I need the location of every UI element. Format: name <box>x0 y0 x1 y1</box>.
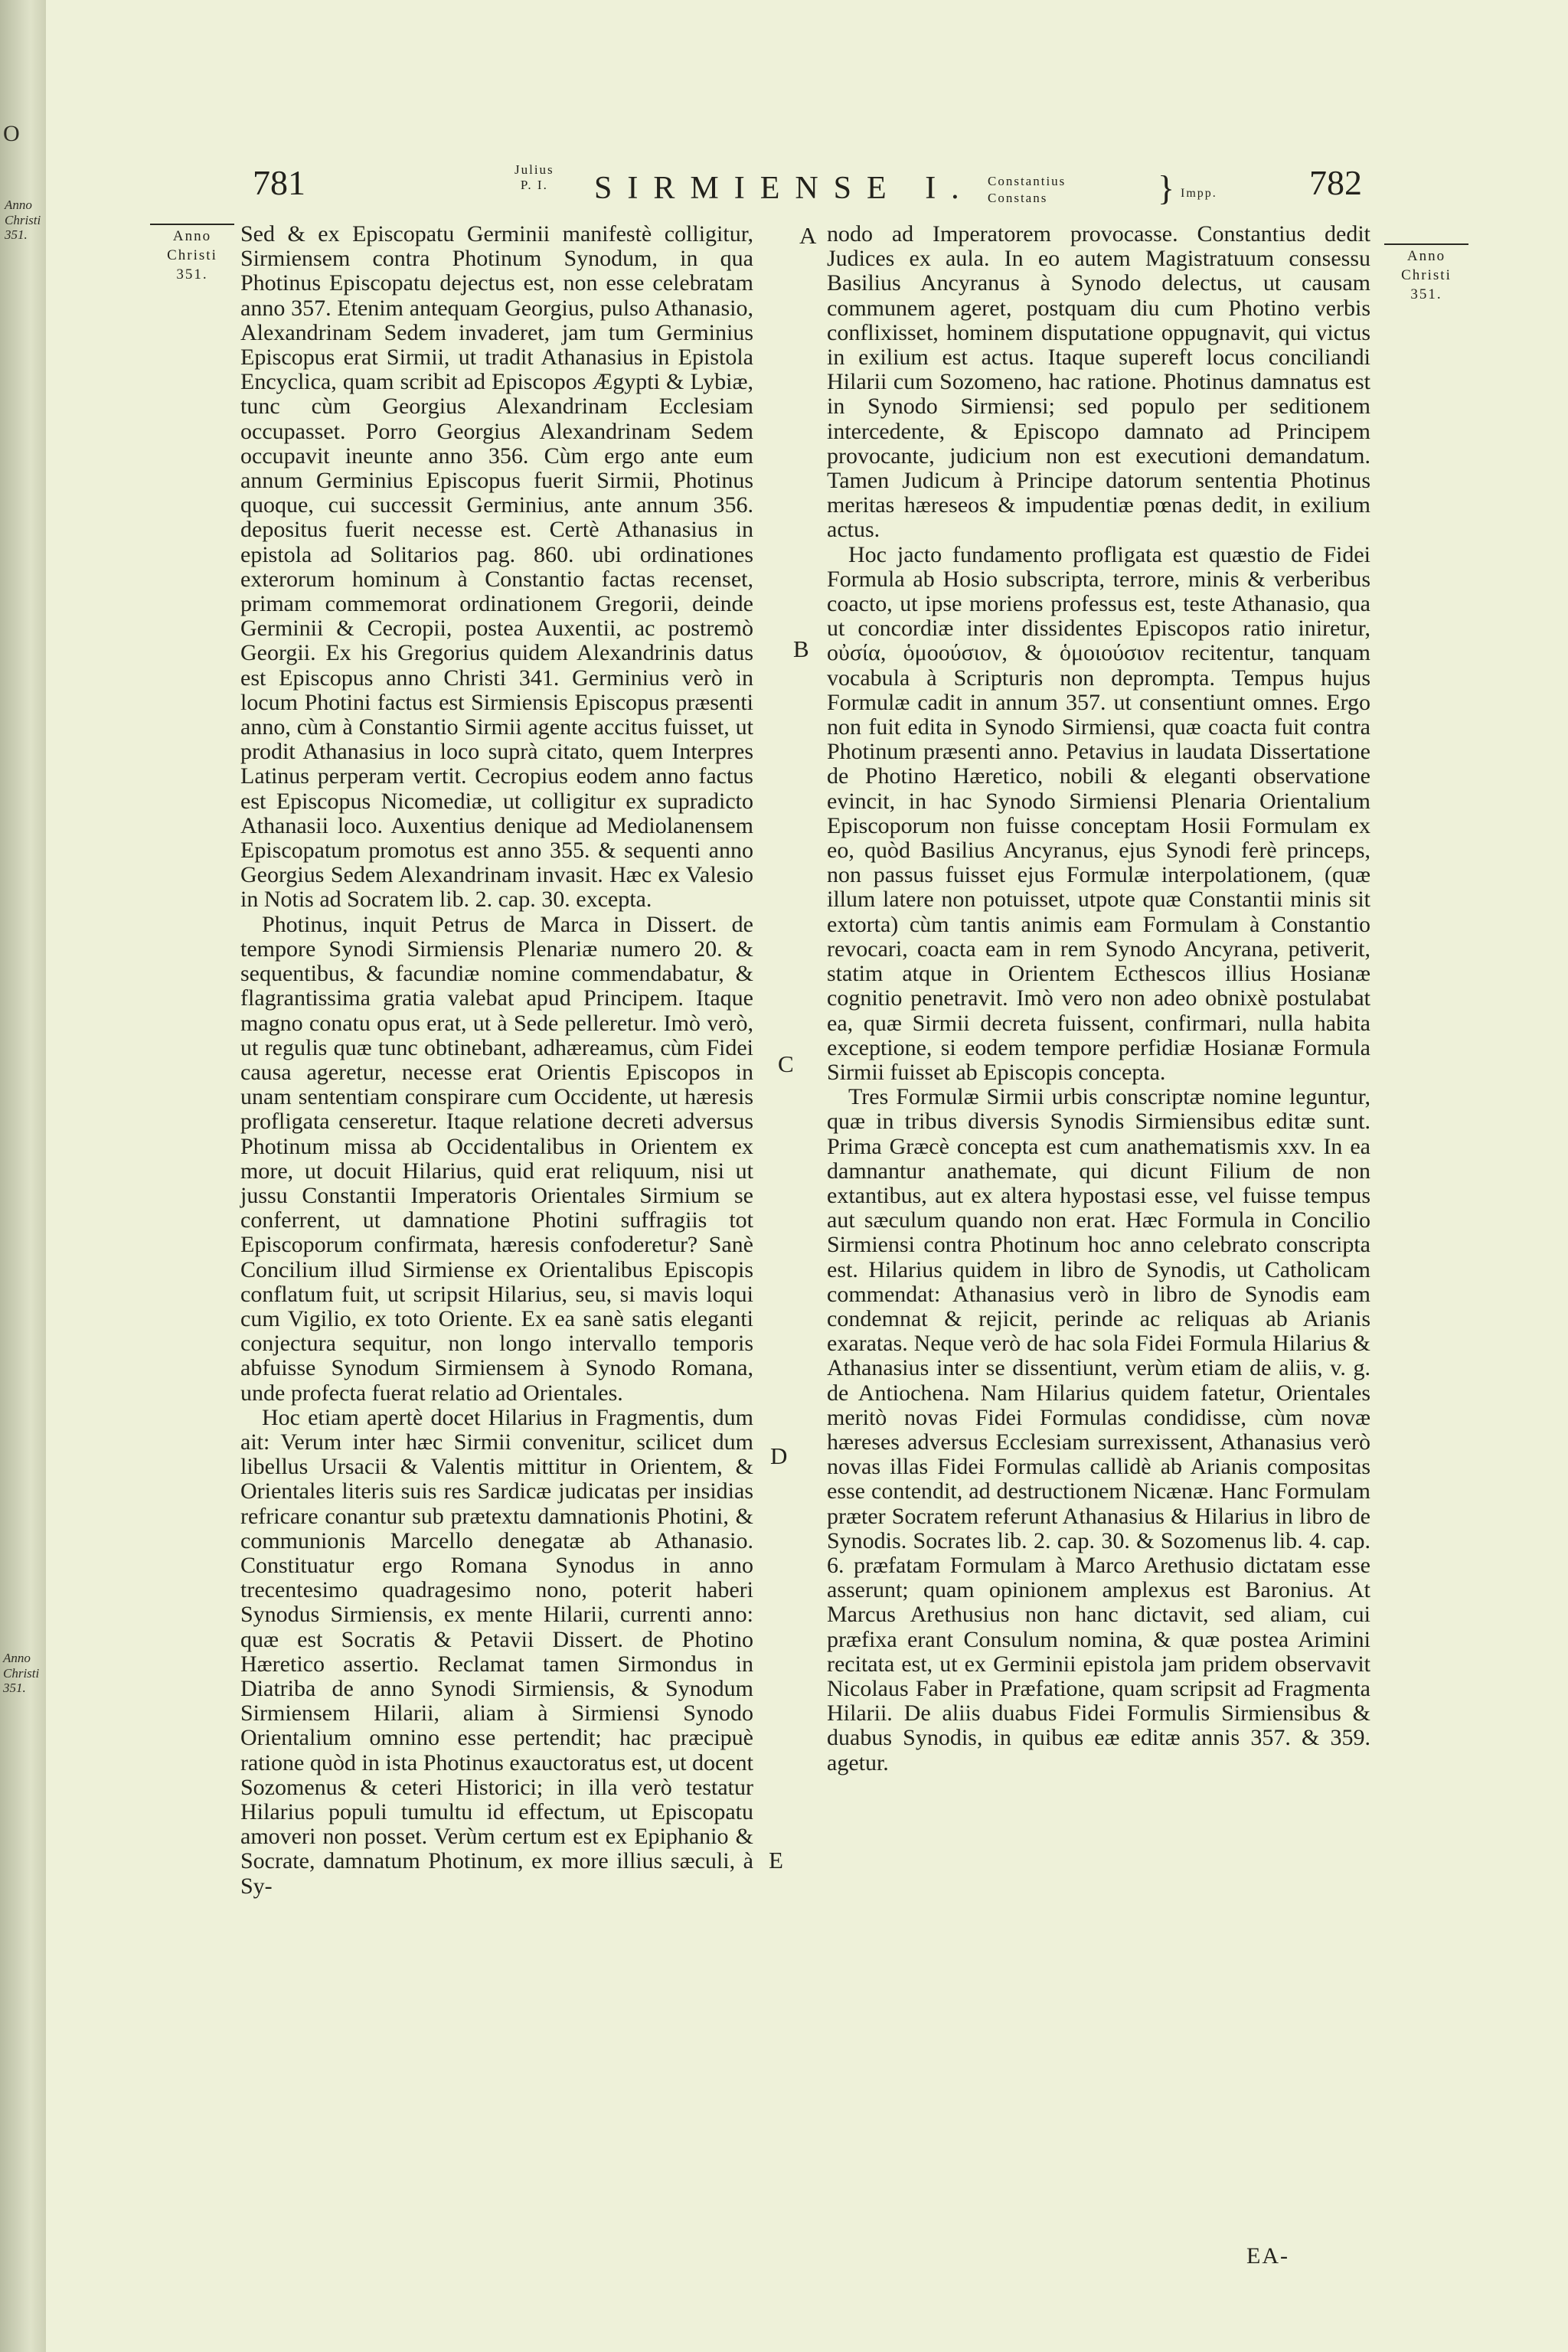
running-title: SIRMIENSE I. <box>594 171 975 206</box>
paragraph: Hoc etiam apertè docet Hilarius in Fragmentis, dum ait: Verum inter hæc Sirmii convenitur, scilicet dum libellus Ursacii & Valentis mittitur in Orientem, & Orientales literis suis res Sardicæ judicatas per insidias refricare conantur sub prætextu damnationis Photini, & communionis Marcello denegatæ ab Athanasio. Constituatur ergo Romana Synodus in anno trecentesimo quadragesimo nono, poterit haberi Synodus Sirmiensis, ex mente Hilarii, currenti anno: quæ est Socratis & Petavii Dissert. de Photino Hæretico assertio. Reclamat tamen Sirmondus in Diatriba de anno Synodi Sirmiensis, & Synodum Sirmiensem Hilarii, aliam à Sirmiensi Synodo Orientalium omnino esse pertendit; hac præcipuè ratione quòd in ista Photinus exauctoratus est, ut docent Sozomenus & ceteri Historici; in illa verò testatur Hilarius populi tumultu id effectum, ut Episcopatu amoveri non posset. Verùm certum est ex Epiphanio & Socrate, damnatum Photinum, ex more illius sæculi, à Sy- <box>240 1404 753 1899</box>
catchword: EA- <box>1246 2243 1289 2269</box>
facing-note-line: Anno <box>3 1651 31 1665</box>
page-number-left: 781 <box>253 163 305 202</box>
running-head-pope: Julius <box>514 162 554 177</box>
running-head-left <box>514 162 554 193</box>
paragraph: Tres Formulæ Sirmii urbis conscriptæ nomine leguntur, quæ in tribus diversis Synodis Sirmiensibus editæ sunt. Prima Græcè concepta est cum anathematismis xxv. In ea damnantur anathemate, qui dicunt Filium de non extantibus, aut ex altera hypostasi esse, vel fuisse tempus aut sæculum quando non erat. Hæc Formula in Concilio Sirmiensi contra Photinum hoc anno celebrato conscripta est. Hilarius quidem in libro de Synodis, ut Catholicam commendat: Athanasius verò in libro de Synodis eam condemnat & rejicit, perinde ac reliquas ab Arianis exaratas. Neque verò de hac sola Fidei Formula Hilarius & Athanasius inter se dissentiunt, verùm etiam de aliis, v. g. de Antiochena. Nam Hilarius quidem fatetur, Orientales meritò novas Fidei Formulas condidisse, cùm novæ hæreses adversus Ecclesiam surrexissent, Athanasius verò novas illas Fidei Formulas callidè ab Arianis compositas esse contendit, ad destructionem Nicænæ. Hanc Formulam præter Socratem referunt Athanasius & Hilarius in libro de Synodis. Socrates lib. 2. cap. 30. & Sozomenus lib. 4. cap. 6. præfatam Formulam à Marco Arethusio dictatam esse asserunt; quam opinionem amplexus est Baronius. At Marcus Arethusius non hanc dictavit, sed aliam, cui præfixa erant Consulum nomina, & quæ postea Arimini recitata est, ut ex Germinii epistola jam pridem observavit Nicolaus Faber in Præfatione, quam scripsit ad Fragmenta Hilarii. De aliis duabus Fidei Formulis Sirmiensibus & duabus Synodis, in quibus eæ editæ annis 357. & 359. agetur. <box>827 1084 1370 1775</box>
paragraph: nodo ad Imperatorem provocasse. Constantius dedit Judices ex aula. In eo autem Magistratuum consessu Basilius Ancyranus à Synodo delectus, ut causam communem ageret, postquam diu cum Photino verbis conflixisset, hominem disputatione oppugnavit, qui victus in exilium est actus. Itaque supereft locus conciliandi Hilarii cum Sozomeno, hac ratione. Photinus damnatus est in Synodo Sirmiensi; sed populo per seditionem intercedente, & Episcopo damnato ad Principem provocante, judicium non est executioni demandatum. Tamen Judicum à Principe datorum sententia Photinus meritas hæreseos & impudentiæ pœnas dedit, in exilium actus. <box>827 221 1370 543</box>
section-letter-a: A <box>799 222 817 249</box>
margin-year-label: Anno <box>172 228 212 244</box>
running-head-emperor-1: Constantius <box>988 174 1067 188</box>
margin-year-label: Christi <box>167 247 217 263</box>
margin-year-right <box>1377 243 1476 304</box>
running-head-emperor-2: Constans <box>988 191 1048 205</box>
margin-year-label: Christi <box>1401 267 1452 283</box>
paragraph: Sed & ex Episcopatu Germinii manifestè colligitur, Sirmiensem contra Photinum Synodum, in qua Photinus Episcopatu dejectus est, non esse celebratam anno 357. Etenim antequam Georgius, pulso Athanasio, Alexandrinam Sedem invaderet, jam tum Germinius Episcopus erat Sirmii, ut tradit Athanasius in Epistola Encyclica, quam scribit ad Episcopos Ægypti & Lybiæ, tunc cùm Georgius Alexandrinam Ecclesiam occupasset. Porro Georgius Alexandrinam Sedem occupavit ineunte anno 356. Cùm ergo ante eum annum Germinius Episcopus fuerit Sirmii, Photinus quoque, cui successit Germinius, ante annum 356. depositus fuerit necesse est. Certè Athanasius in epistola ad Solitarios pag. 860. ubi ordinationes exterorum hominum à Constantio factas recenset, primam commemorat ordinationem Gregorii, deinde Germinii & Cecropii, postea Auxentii, ac postremò Georgii. Ex his Gregorius quidem Alexandrinis datus est Episcopus anno Christi 341. Germinius verò in locum Photini factus est Sirmiensis Episcopus præsenti anno, cùm à Constantio Sirmii agente accitus fuisset, ut prodit Athanasius in loco suprà citato, quem Interpres Latinus perperam vertit. Cecropius eodem anno factus est Episcopus Nicomediæ, ut colligitur ex supradicto Athanasii loco. Auxentius denique ad Mediolanensem Episcopatum promotus est anno 355. & sequenti anno Georgius Sedem Alexandrinam invasit. Hæc ex Valesio in Notis ad Socratem lib. 2. cap. 30. excepta. <box>240 221 753 913</box>
right-column <box>827 222 1370 1775</box>
running-head-right <box>988 173 1066 207</box>
page-number-right: 782 <box>1309 163 1362 202</box>
facing-page-note <box>5 198 41 243</box>
facing-page-note-lower <box>3 1651 39 1696</box>
paragraph: Photinus, inquit Petrus de Marca in Dissert. de tempore Synodi Sirmiensis Plenariæ numero 20. & sequentibus, & facundiæ nomine commendabatur, & flagrantissima gratia valebat apud Principem. Itaque magno conatu opus erat, ut à Sede pelleretur. Imò verò, ut regulis quæ tunc obtinebant, adhæreamus, cùm Fidei causa ageretur, necesse erat Orientis Episcopos in unam sententiam conspirare cum Occidente, ut hæresis profligata censeretur. Itaque relatione decreti adversus Photinum missa ab Occidentalibus in Orientem ex more, ut docuit Hilarius, quid erat reliquum, nisi ut jussu Constantii Imperatoris Orientales Sirmium se conferrent, ut damnatione Photini suffragiis tot Episcoporum confirmata, hæresis confoderetur? Sanè Concilium illud Sirmiense ex Orientalibus Episcopis conflatum fuit, ut scripsit Hilarius, seu, si mavis loqui cum Vigilio, ex toto Oriente. Ex ea sanè satis eleganti conjectura sequitur, non longo intervallo temporis abfuisse Synodum Sirmiensem à Synodo Romana, unde profecta fuerat relatio ad Orientales. <box>240 911 753 1406</box>
section-letter-d: D <box>770 1442 788 1469</box>
left-column <box>240 222 753 1899</box>
margin-rule <box>150 224 234 225</box>
facing-note-line: Christi <box>3 1665 40 1681</box>
section-letter-e: E <box>769 1847 783 1873</box>
margin-year-value: 351. <box>176 266 208 283</box>
facing-note-line: Christi <box>5 212 41 227</box>
paragraph: Hoc jacto fundamento profligata est quæstio de Fidei Formula ab Hosio subscripta, terrore, minis & verberibus coacto, ut ipse moriens professus est, teste Athanasio, qua ut concordiæ inter dissidentes Episcopos ratio iniretur, οὐσία, ὁμοούσιον, & ὁμοιούσιον recitentur, tanquam vocabula à Scripturis non deprompta. Tempus hujus Formulæ cadit in annum 357. ut consentiunt omnes. Ergo non fuit edita in Synodo Sirmiensi, quæ coacta fuit contra Photinum præsenti anno. Petavius in laudata Dissertatione de Photino Hæretico, nobili & eleganti observatione evincit, in hac Synodo Sirmiensi Plenaria Orientalium Episcoporum non fuisse conceptam Hosii Formulam ex eo, quòd Basilius Ancyranus, ejus Synodi ferè princeps, non passus fuisset ejus Formulæ interpolationem, (quæ illum latere non potuisset, utpote quæ Constantii minis sit extorta) cùm tantis animis eam Formulam à Constantio revocari, coacta eam in rem Synodo Ancyrana, petiverit, statim atque in Orientem Ecthescos illius Hosianæ cognitio penetravit. Imò vero non adeo obnixè postulabat ea, quæ Sirmii decreta fuissent, confirmari, nulla habita exceptione, si eodem tempore perfidiæ Hosianæ Formula Sirmii fuisset ab Episcopis concepta. <box>827 541 1370 1085</box>
margin-rule <box>1384 243 1468 245</box>
section-letter-b: B <box>793 635 809 662</box>
running-head-emperors-title: Impp. <box>1181 187 1217 200</box>
facing-note-line: 351. <box>5 227 28 243</box>
margin-year-label: Anno <box>1406 248 1446 264</box>
margin-year-value: 351. <box>1410 286 1442 302</box>
facing-page-edge <box>0 0 46 2352</box>
margin-year-left <box>142 224 242 284</box>
brace-glyph: } <box>1158 168 1175 207</box>
running-head-pope-suffix: P. I. <box>520 178 548 192</box>
facing-note-line: 351. <box>3 1681 26 1696</box>
facing-page-glyph: O <box>3 121 20 146</box>
section-letter-c: C <box>778 1050 794 1077</box>
facing-note-line: Anno <box>5 198 32 212</box>
